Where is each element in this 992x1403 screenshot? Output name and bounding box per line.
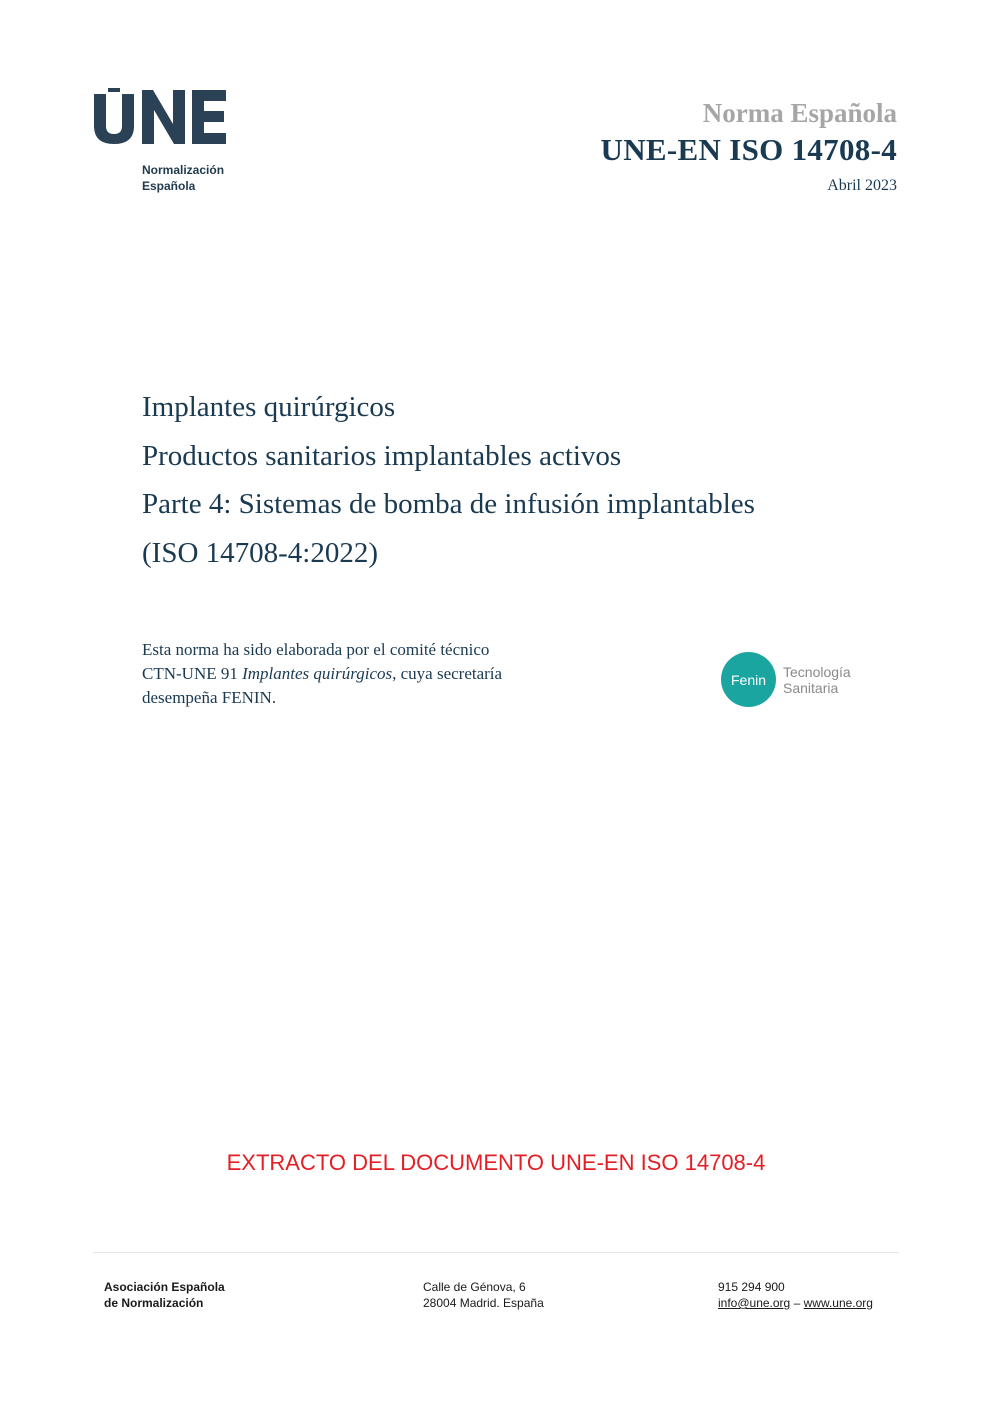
footer-address: Calle de Génova, 6 28004 Madrid. España <box>423 1280 544 1310</box>
footer-email-link[interactable]: info@une.org <box>718 1296 791 1310</box>
extract-banner: EXTRACTO DEL DOCUMENTO UNE-EN ISO 14708-4 <box>226 1150 766 1175</box>
footer-organization: Asociación Española de Normalización <box>104 1280 225 1310</box>
footer-web-link[interactable]: www.une.org <box>803 1296 873 1310</box>
logo-subtitle-line2: Española <box>142 179 196 193</box>
logo-subtitle-line1: Normalización <box>142 163 225 177</box>
fenin-logo <box>721 652 851 707</box>
standard-date: Abril 2023 <box>827 177 897 194</box>
footer-contact: 915 294 900 info@une.org – www.une.org <box>718 1280 873 1310</box>
title-line-3: Parte 4: Sistemas de bomba de infusión implantables <box>142 488 755 520</box>
title-line-2: Productos sanitarios implantables activos <box>142 439 622 472</box>
une-wordmark-icon <box>92 88 227 144</box>
title-line-4: (ISO 14708-4:2022) <box>142 536 379 569</box>
fenin-badge-icon: Fenin <box>721 652 776 707</box>
standard-label: Norma Española <box>702 98 897 128</box>
committee-line-1: Esta norma ha sido elaborada por el comité técnico <box>142 640 490 659</box>
une-logo <box>92 88 227 194</box>
standard-code: UNE-EN ISO 14708-4 <box>600 132 897 167</box>
footer-phone: 915 294 900 <box>718 1280 785 1294</box>
fenin-text-line2: Sanitaria <box>783 679 839 696</box>
document-title <box>142 383 755 577</box>
title-line-1: Implantes quirúrgicos <box>142 391 396 423</box>
committee-statement <box>142 638 602 710</box>
committee-name: Implantes quirúrgicos <box>242 664 393 683</box>
fenin-text-line1: Tecnología <box>783 663 851 680</box>
standard-header <box>601 96 897 200</box>
committee-line-2: CTN-UNE 91 Implantes quirúrgicos, cuya secretaría <box>142 664 503 683</box>
committee-line-3: desempeña FENIN. <box>142 688 277 707</box>
footer-divider <box>93 1252 899 1253</box>
